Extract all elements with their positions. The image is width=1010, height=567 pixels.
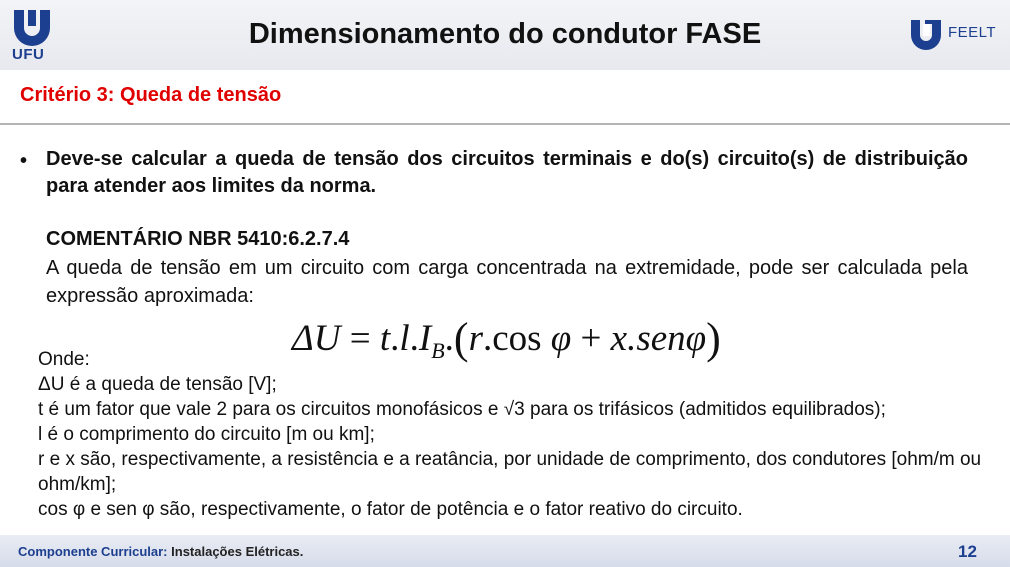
- formula-dot: .: [390, 318, 400, 359]
- criterion-heading: Critério 3: Queda de tensão: [20, 84, 282, 106]
- formula-plus: +: [571, 318, 611, 359]
- formula-dot: .: [409, 318, 419, 359]
- formula-t: t: [379, 318, 391, 359]
- footer-course-name: Instalações Elétricas.: [171, 544, 304, 559]
- formula-lhs: ΔU: [292, 318, 341, 359]
- formula-r: r: [468, 318, 483, 359]
- slide-header: [0, 0, 1010, 70]
- bullet-text: Deve-se calcular a queda de tensão dos circuitos terminais e do(s) circuito(s) de distribuição para atender aos limites da norma.: [46, 148, 968, 197]
- ufu-logo-text: UFU: [12, 46, 45, 63]
- definition-du: ΔU é a queda de tensão [V];: [38, 374, 277, 395]
- feelt-logo: [908, 16, 1000, 52]
- formula-l: l: [399, 318, 410, 359]
- footer-course: [18, 544, 303, 559]
- formula-close-paren: ): [706, 314, 721, 363]
- feelt-logo-text: FEELT: [948, 24, 997, 41]
- formula-dot: .: [444, 318, 454, 359]
- slide-footer: [0, 535, 1010, 567]
- feelt-emblem-icon: [908, 16, 944, 52]
- formula-sen: .sen: [627, 318, 686, 359]
- footer-label: Componente Curricular:: [18, 544, 168, 559]
- formula-cos: .cos: [482, 318, 551, 359]
- definition-cos: cos φ e sen φ são, respectivamente, o fator de potência e o fator reativo do circuito.: [38, 499, 743, 520]
- definition-rx: r e x são, respectivamente, a resistência e a reatância, por unidade de comprimento, dos condutores [ohm/m ou ohm/km];: [38, 449, 982, 495]
- comment-title: COMENTÁRIO NBR 5410:6.2.7.4: [46, 228, 350, 250]
- section-divider: [0, 123, 1010, 125]
- bullet-icon: •: [20, 150, 28, 172]
- slide-title: Dimensionamento do condutor FASE: [248, 18, 762, 50]
- formula-i: I: [418, 318, 432, 359]
- comment-text: A queda de tensão em um circuito com carga concentrada na extremidade, pode ser calculada pela expressão aproximada:: [46, 257, 968, 307]
- definition-l: l é o comprimento do circuito [m ou km];: [38, 424, 375, 445]
- definitions-list: [38, 347, 993, 522]
- formula-sub-b: B: [431, 338, 445, 363]
- formula-phi: φ: [685, 318, 707, 359]
- formula-open-paren: (: [453, 314, 469, 363]
- definitions-intro: Onde:: [38, 349, 90, 370]
- formula-x: x: [610, 318, 628, 359]
- page-number: 12: [958, 542, 977, 561]
- definition-t: t é um fator que vale 2 para os circuitos monofásicos e √3 para os trifásicos (admitidos equilibrados);: [38, 399, 886, 420]
- formula-eq: =: [340, 318, 380, 359]
- formula-phi: φ: [550, 318, 572, 359]
